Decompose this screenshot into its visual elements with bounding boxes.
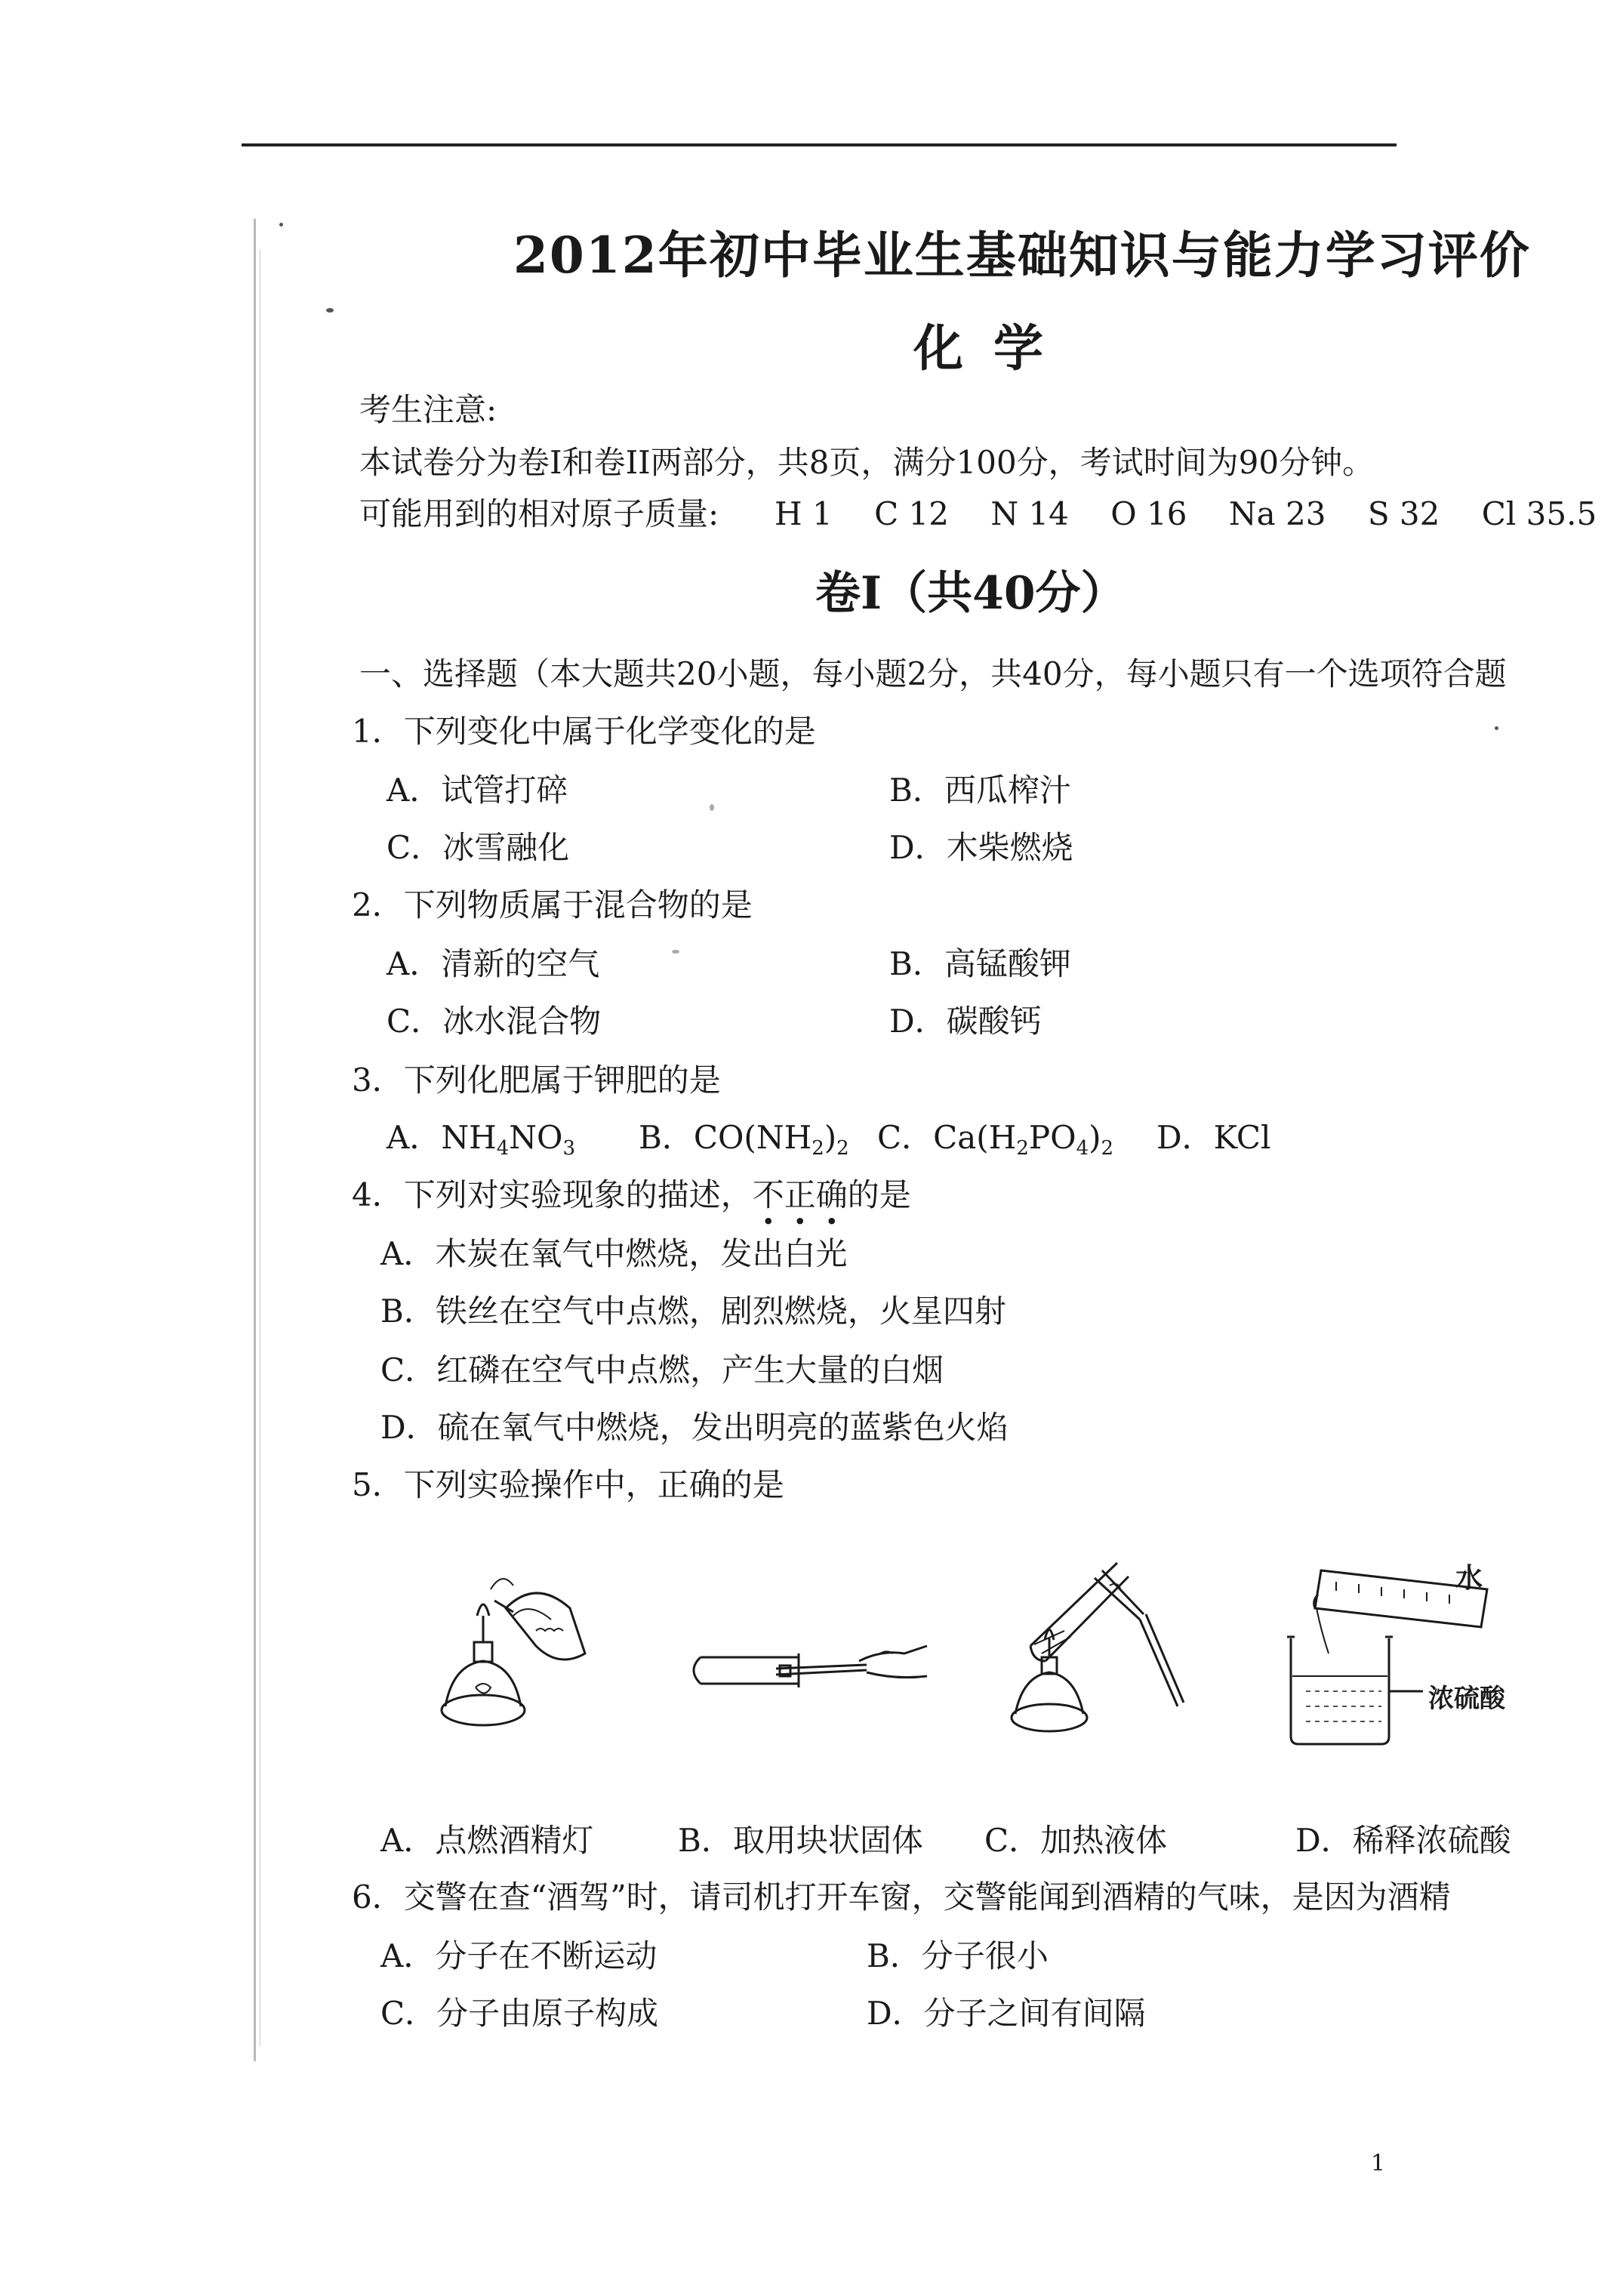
question-stem [352, 1170, 911, 1216]
question-stem: 3．下列化肥属于钾肥的是 [352, 1062, 721, 1099]
volume-title: 卷I（共40分） [815, 567, 1126, 620]
atomic-mass-item: Na 23 [1228, 495, 1326, 532]
question-stem: 6．交警在查“酒驾”时，请司机打开车窗，交警能闻到酒精的气味，是因为酒精 [352, 1878, 1451, 1915]
scan-speck [710, 804, 714, 811]
emphasis-char: 确 [815, 1176, 848, 1213]
scan-speck [326, 308, 334, 313]
option-c [877, 1113, 1113, 1160]
option-a: A．分子在不断运动 [380, 1937, 658, 1974]
formula-text: PO [1028, 1119, 1076, 1156]
option-c: C．冰水混合物 [387, 1003, 602, 1040]
option-d: D．碳酸钙 [889, 1003, 1042, 1040]
sulfuric-acid-label: 浓硫酸 [1428, 1684, 1505, 1714]
subscript: 2 [1101, 1137, 1114, 1160]
formula-text: A．NH [387, 1119, 497, 1156]
atomic-mass-item: N 14 [990, 495, 1069, 532]
question-stem: 1．下列变化中属于化学变化的是 [352, 713, 816, 750]
subscript: 2 [812, 1137, 824, 1160]
notice-line: 本试卷分为卷I和卷II两部分，共8页，满分100分，考试时间为90分钟。 [359, 444, 1375, 481]
option-b: B．高锰酸钾 [889, 945, 1071, 982]
question-stem: 5．下列实验操作中，正确的是 [352, 1466, 784, 1503]
scan-speck [672, 950, 679, 954]
section-title: 一、选择题（本大题共20小题，每小题2分，共40分，每小题只有一个选项符合题 [359, 655, 1507, 692]
figure-light-lamp [423, 1555, 596, 1752]
option-d: D．KCl [1156, 1119, 1271, 1156]
emphasis-char: 正 [784, 1176, 816, 1213]
option-d: D．木柴燃烧 [889, 829, 1073, 866]
option-a [387, 1113, 575, 1160]
header-rule [242, 143, 1397, 146]
subscript: 4 [496, 1137, 510, 1160]
scan-speck [1495, 726, 1498, 730]
atomic-mass-list [775, 495, 1597, 532]
option-d: D．稀释浓硫酸 [1295, 1822, 1511, 1859]
option-a: A．点燃酒精灯 [380, 1822, 594, 1859]
option-a: A．木炭在氧气中燃烧，发出白光 [380, 1235, 848, 1272]
emphasis-char: 不 [752, 1176, 784, 1213]
formula-text: ) [1089, 1119, 1101, 1156]
option-d: D．硫在氧气中燃烧，发出明亮的蓝紫色火焰 [380, 1409, 1009, 1446]
atomic-mass-item: Cl 35.5 [1481, 495, 1597, 532]
subscript: 2 [836, 1137, 849, 1160]
subject-title: 化学 [913, 319, 1073, 378]
formula-text: ) [824, 1119, 837, 1156]
atomic-mass-item: O 16 [1110, 495, 1187, 532]
water-label: 水 [1455, 1562, 1483, 1594]
stem-text: 4．下列对实验现象的描述， [352, 1176, 753, 1213]
option-b: B．铁丝在空气中点燃，剧烈燃烧，火星四射 [380, 1293, 1006, 1330]
subscript: 2 [1016, 1137, 1029, 1160]
option-b: B．分子很小 [867, 1937, 1049, 1974]
atomic-mass-item: S 32 [1367, 495, 1440, 532]
stem-text: 的是 [847, 1176, 911, 1213]
figure-block-solid [685, 1631, 942, 1714]
figure-heat-liquid [989, 1555, 1200, 1759]
alcohol-lamp-illustration [423, 1555, 596, 1752]
option-b: B．取用块状固体 [678, 1822, 923, 1859]
exam-title: 2012年初中毕业生基础知识与能力学习评价 [513, 226, 1531, 285]
option-b [639, 1113, 849, 1160]
formula-text: NO [509, 1119, 563, 1156]
test-tube-tweezers-illustration [685, 1631, 942, 1714]
subscript: 3 [562, 1137, 575, 1160]
option-c: C．加热液体 [984, 1822, 1168, 1859]
question-stem: 2．下列物质属于混合物的是 [352, 886, 753, 923]
option-c: C．冰雪融化 [387, 829, 570, 866]
scan-edge-line [254, 219, 256, 2061]
option-d: D．分子之间有间隔 [867, 1995, 1146, 2032]
option-b: B．西瓜榨汁 [889, 772, 1071, 809]
atomic-mass-label: 可能用到的相对原子质量: [359, 495, 719, 532]
option-c: C．分子由原子构成 [380, 1995, 659, 2032]
atomic-mass-item: C 12 [874, 495, 949, 532]
atomic-mass-item: H 1 [775, 495, 833, 532]
formula-text: B．CO(NH [639, 1119, 812, 1156]
option-a: A．清新的空气 [387, 945, 600, 982]
notice-label: 考生注意: [359, 391, 497, 428]
page-number: 1 [1371, 2150, 1386, 2177]
option-c: C．红磷在空气中点燃，产生大量的白烟 [380, 1351, 944, 1388]
subscript: 4 [1076, 1137, 1089, 1160]
heating-test-tube-illustration [989, 1555, 1200, 1759]
formula-text: C．Ca(H [877, 1119, 1017, 1156]
option-a: A．试管打碎 [387, 772, 568, 809]
